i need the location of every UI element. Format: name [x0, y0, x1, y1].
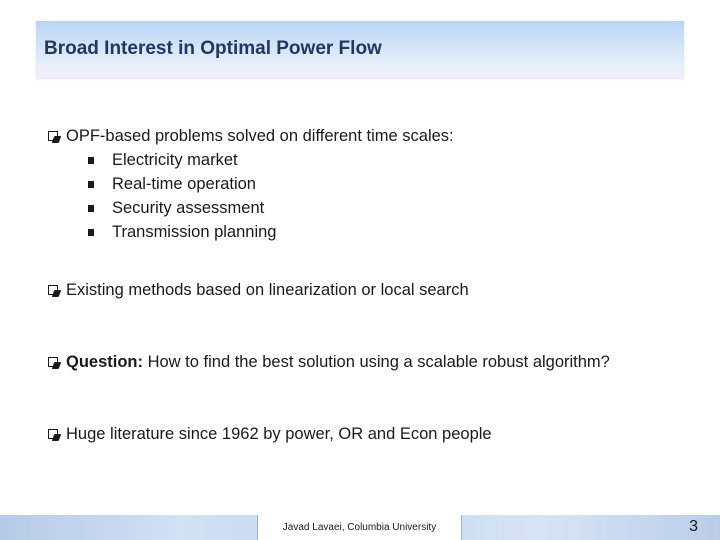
square-bullet-icon: [88, 157, 94, 164]
bullet-question: [48, 350, 610, 374]
sub-bullet-text: Transmission planning: [112, 223, 277, 241]
slide-title: Broad Interest in Optimal Power Flow: [44, 38, 382, 59]
sub-bullet-text: Real-time operation: [112, 175, 256, 193]
sub-bullet-security-assessment: [48, 196, 454, 220]
title-bar: [36, 21, 684, 78]
footer-band: [0, 515, 720, 540]
hollow-box-bullet-icon: [48, 357, 58, 367]
bullet-text: Huge literature since 1962 by power, OR and Econ people: [66, 425, 492, 443]
bullet-opf-timescales: [48, 124, 454, 244]
square-bullet-icon: [88, 205, 94, 212]
hollow-box-bullet-icon: [48, 429, 58, 439]
square-bullet-icon: [88, 181, 94, 188]
hollow-box-bullet-icon: [48, 285, 58, 295]
footer-author: Javad Lavaei, Columbia University: [257, 515, 462, 540]
bullet-text: Existing methods based on linearization or local search: [66, 281, 469, 299]
sub-bullet-text: Security assessment: [112, 199, 265, 217]
bullet-text: How to find the best solution using a scalable robust algorithm?: [143, 353, 610, 371]
hollow-box-bullet-icon: [48, 131, 58, 141]
sub-bullet-text: Electricity market: [112, 151, 238, 169]
bullet-bold-label: Question:: [66, 353, 143, 371]
page-number: 3: [689, 518, 698, 535]
bullet-existing-methods: [48, 278, 469, 302]
bullet-huge-literature: [48, 422, 492, 446]
sub-bullet-list: [48, 148, 454, 244]
bullet-text: OPF-based problems solved on different time scales:: [66, 127, 454, 145]
square-bullet-icon: [88, 229, 94, 236]
sub-bullet-real-time-operation: [48, 172, 454, 196]
sub-bullet-transmission-planning: [48, 220, 454, 244]
sub-bullet-electricity-market: [48, 148, 454, 172]
